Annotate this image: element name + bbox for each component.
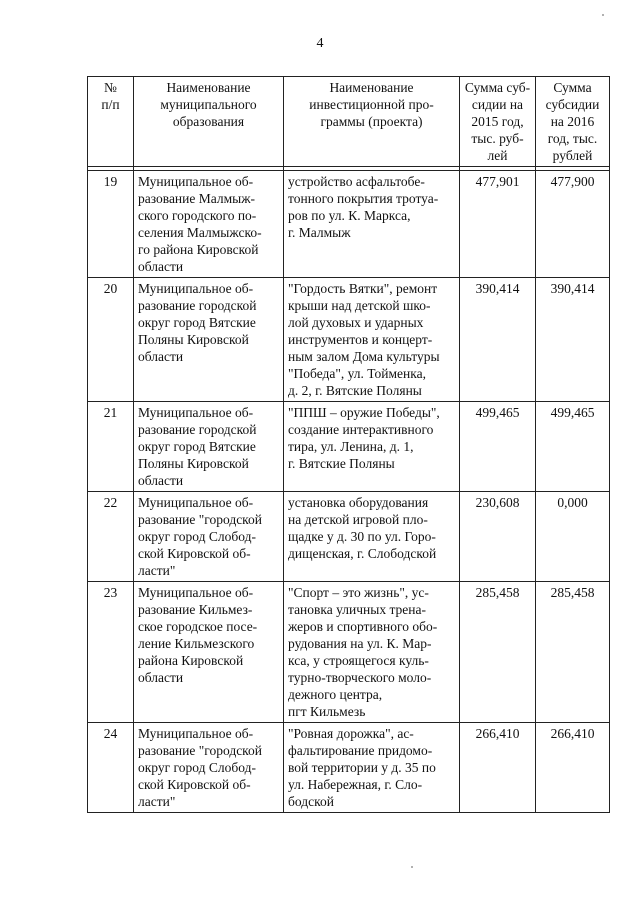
sum-2016-cell: 499,465 (536, 402, 610, 492)
sum-2015-cell: 390,414 (460, 278, 536, 402)
header-program: Наименование инвестиционной про- граммы (проекта) (284, 77, 460, 167)
row-number: 19 (88, 171, 134, 278)
municipality-cell: Муниципальное об- разование городской округ город Вятские Поляны Кировской области (134, 278, 284, 402)
row-number: 23 (88, 582, 134, 723)
program-cell: "Гордость Вятки", ремонт крыши над детской шко- лой духовых и ударных инструментов и концерт- ным залом Дома культуры "Победа", ул. Тойменка, д. 2, г. Вятские Поляны (284, 278, 460, 402)
municipality-cell: Муниципальное об- разование Малмыж- ского городского по- селения Малмыжско- го района Кировской области (134, 171, 284, 278)
sum-2016-cell: 477,900 (536, 171, 610, 278)
table-row (88, 492, 610, 582)
sum-2015-cell: 285,458 (460, 582, 536, 723)
scan-speck (411, 866, 413, 868)
sum-2015-cell: 477,901 (460, 171, 536, 278)
row-number: 22 (88, 492, 134, 582)
sum-2016-cell: 0,000 (536, 492, 610, 582)
program-cell: установка оборудования на детской игровой пло- щадке у д. 30 по ул. Горо- дищенская, г. Слободской (284, 492, 460, 582)
sum-2015-cell: 266,410 (460, 723, 536, 813)
table-header-row (88, 77, 610, 167)
row-number: 24 (88, 723, 134, 813)
sum-2015-cell: 230,608 (460, 492, 536, 582)
page-number: 4 (316, 36, 324, 51)
table-row (88, 723, 610, 813)
sum-2016-cell: 285,458 (536, 582, 610, 723)
row-number: 21 (88, 402, 134, 492)
table-row (88, 402, 610, 492)
municipality-cell: Муниципальное об- разование "городской округ город Слобод- ской Кировской об- ласти" (134, 492, 284, 582)
sum-2016-cell: 390,414 (536, 278, 610, 402)
program-cell: "Спорт – это жизнь", ус- тановка уличных трена- жеров и спортивного обо- рудования на ул. К. Мар- кса, у строящегося куль- турно-творческого моло- дежного центра, пгт Кильмезь (284, 582, 460, 723)
subsidy-table (87, 76, 610, 813)
sum-2016-cell: 266,410 (536, 723, 610, 813)
table-row (88, 171, 610, 278)
program-cell: устройство асфальтобе- тонного покрытия тротуа- ров по ул. К. Маркса, г. Малмыж (284, 171, 460, 278)
program-cell: "Ровная дорожка", ас- фальтирование придомо- вой территории у д. 35 по ул. Набережная, г. Сло- бодской (284, 723, 460, 813)
header-num: № п/п (88, 77, 134, 167)
header-municipality: Наименование муниципального образования (134, 77, 284, 167)
row-number: 20 (88, 278, 134, 402)
table-row (88, 278, 610, 402)
program-cell: "ППШ – оружие Победы", создание интерактивного тира, ул. Ленина, д. 1, г. Вятские Поляны (284, 402, 460, 492)
municipality-cell: Муниципальное об- разование городской округ город Вятские Поляны Кировской области (134, 402, 284, 492)
header-sum-2016: Сумма субсидии на 2016 год, тыс. рублей (536, 77, 610, 167)
municipality-cell: Муниципальное об- разование Кильмез- ское городское посе- ление Кильмезского района Кировской области (134, 582, 284, 723)
table-row (88, 582, 610, 723)
scan-speck (602, 14, 604, 16)
header-sum-2015: Сумма суб- сидии на 2015 год, тыс. руб- лей (460, 77, 536, 167)
sum-2015-cell: 499,465 (460, 402, 536, 492)
municipality-cell: Муниципальное об- разование "городской округ город Слобод- ской Кировской об- ласти" (134, 723, 284, 813)
